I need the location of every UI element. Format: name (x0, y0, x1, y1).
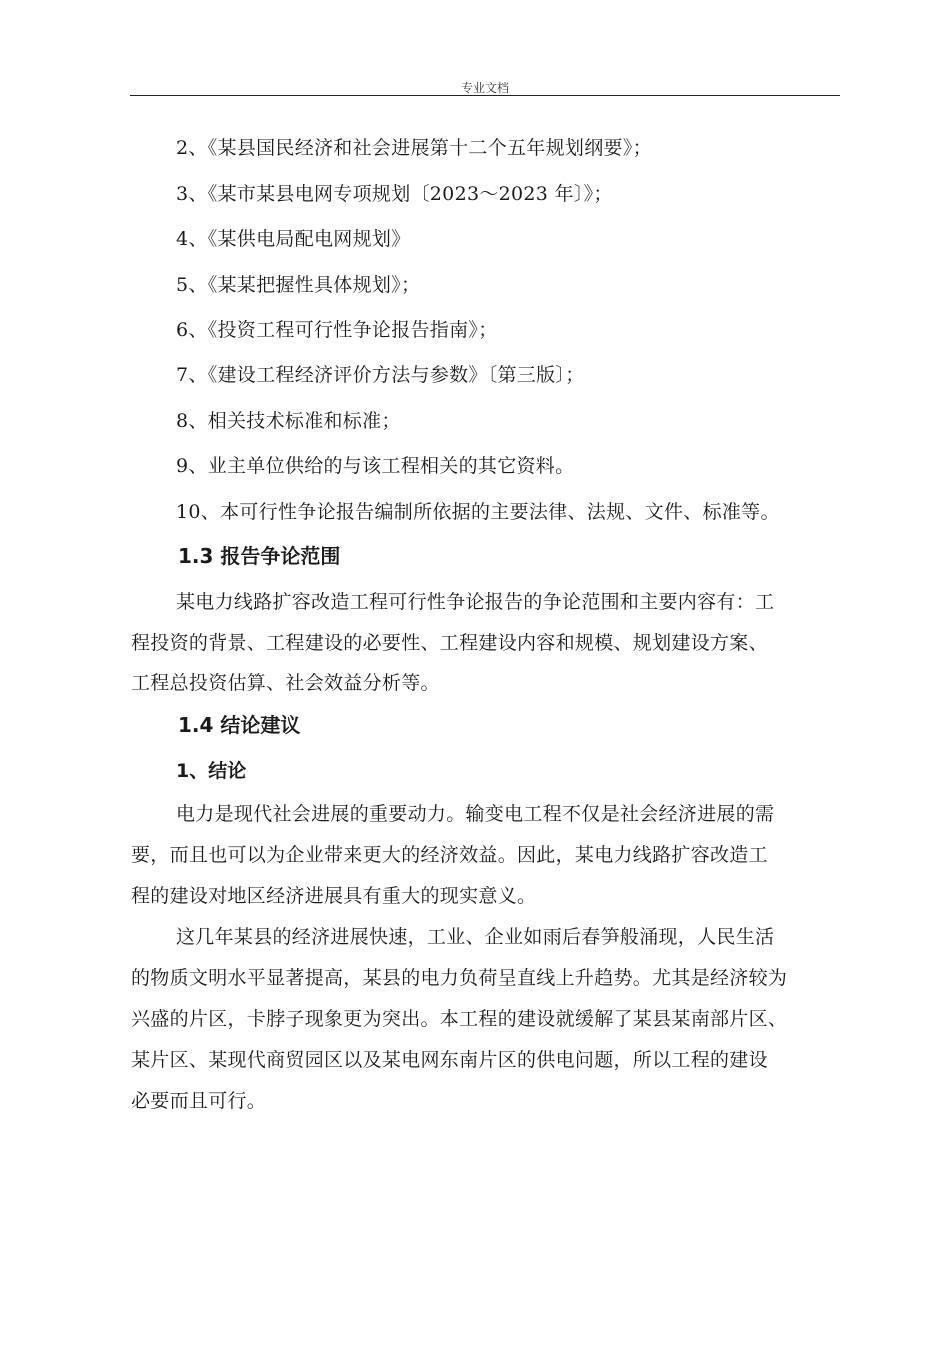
basis-item: 7、《建设工程经济评价方法与参数》〔第三版〕； (176, 364, 585, 386)
basis-item: 8、相关技术标准和标准； (176, 410, 401, 432)
basis-item: 2、《某县国民经济和社会进展第十二个五年规划纲要》； (176, 137, 652, 159)
header-divider (130, 95, 840, 96)
basis-item: 10、本可行性争论报告编制所依据的主要法律、法规、文件、标准等。 (176, 501, 780, 523)
paragraph-line: 兴盛的片区，卡脖子现象更为突出。本工程的建设就缓解了某县某南部片区、 (131, 1008, 788, 1030)
paragraph-line: 必要而且可行。 (131, 1090, 267, 1112)
paragraph-line: 程的建设对地区经济进展具有重大的现实意义。 (131, 885, 537, 907)
basis-item: 5、《某某把握性具体规划》； (176, 274, 421, 296)
paragraph-line: 这几年某县的经济进展快速，工业、企业如雨后春笋般涌现，人民生活 (176, 926, 775, 948)
section-heading-1-4: 1.4 结论建议 (178, 713, 301, 737)
basis-item: 3、《某市某县电网专项规划〔2023～2023 年〕》； (176, 183, 613, 205)
paragraph-line: 的物质文明水平显著提高，某县的电力负荷呈直线上升趋势。尤其是经济较为 (131, 967, 788, 989)
paragraph-line: 要，而且也可以为企业带来更大的经济效益。因此，某电力线路扩容改造工 (131, 844, 768, 866)
paragraph-line: 程投资的背景、工程建设的必要性、工程建设内容和规模、规划建设方案、 (131, 632, 768, 654)
basis-item: 4、《某供电局配电网规划》 (176, 228, 411, 250)
section-heading-1-3: 1.3 报告争论范围 (178, 544, 341, 568)
paragraph-line: 某电力线路扩容改造工程可行性争论报告的争论范围和主要内容有：工 (176, 591, 775, 613)
basis-item: 9、业主单位供给的与该工程相关的其它资料。 (176, 455, 575, 477)
basis-item: 6、《投资工程可行性争论报告指南》； (176, 319, 498, 341)
paragraph-line: 电力是现代社会进展的重要动力。输变电工程不仅是社会经济进展的需 (176, 803, 775, 825)
subsection-heading-conclusion: 1、结论 (176, 760, 247, 782)
page-header: 专业文档 (460, 81, 509, 95)
paragraph-line: 某片区、某现代商贸园区以及某电网东南片区的供电问题，所以工程的建设 (131, 1049, 768, 1071)
paragraph-line: 工程总投资估算、社会效益分析等。 (131, 672, 440, 694)
